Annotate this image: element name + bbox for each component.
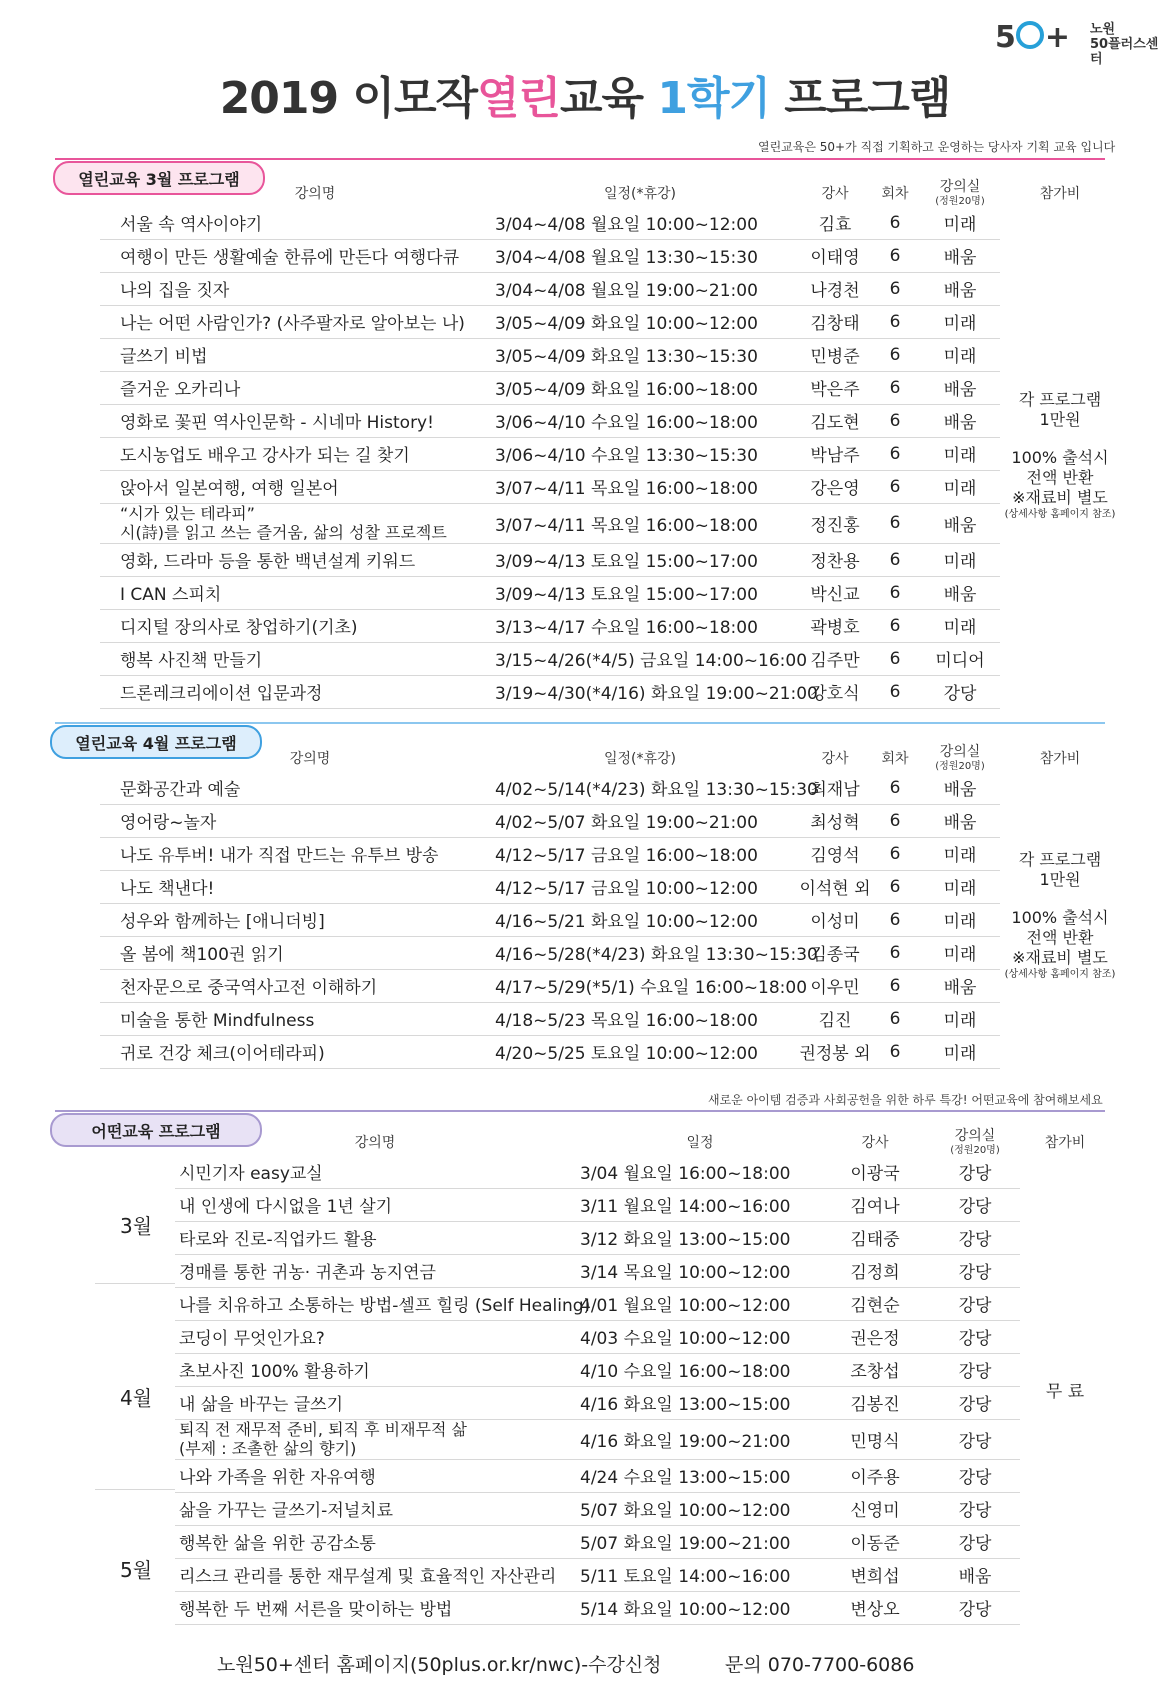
table-row — [100, 642, 1000, 676]
course-schedule: 4/02~5/14(*4/23) 화요일 13:30~15:30 — [495, 780, 818, 800]
course-instructor: 박은주 — [810, 380, 860, 400]
course-sessions: 6 — [889, 876, 901, 897]
course-sessions: 6 — [889, 1041, 901, 1062]
col-header-course: 강의명 — [289, 751, 331, 767]
table-row — [100, 437, 1000, 471]
course-title: 시민기자 easy교실 — [179, 1164, 323, 1184]
table-row — [175, 1419, 1020, 1460]
course-schedule: 4/03 수요일 10:00~12:00 — [580, 1329, 791, 1349]
course-room: 배움 — [943, 281, 977, 301]
course-instructor: 김주만 — [810, 651, 860, 671]
table-row — [175, 1353, 1020, 1387]
course-title: 귀로 건강 체크(이어테라피) — [120, 1044, 325, 1064]
course-instructor: 정찬용 — [810, 552, 860, 572]
march-section-pill: 열린교육 3월 프로그램 — [53, 161, 265, 195]
course-room: 미래 — [943, 1011, 977, 1031]
course-instructor: 나경천 — [810, 281, 860, 301]
logo-mark: 5 + — [995, 20, 1070, 55]
course-title: 올 봄에 책100권 읽기 — [120, 945, 284, 965]
course-schedule: 4/24 수요일 13:00~15:00 — [580, 1468, 791, 1488]
intro-note: 열린교육은 50+가 직접 기획하고 운영하는 당사자 기획 교육 입니다 — [758, 140, 1116, 154]
course-title: 내 삶을 바꾸는 글쓰기 — [179, 1395, 344, 1415]
course-title: 타로와 진로-직업카드 활용 — [179, 1230, 377, 1250]
course-instructor: 변상오 — [850, 1600, 900, 1620]
course-sessions: 6 — [889, 975, 901, 996]
table-row — [100, 503, 1000, 544]
course-schedule: 4/01 월요일 10:00~12:00 — [580, 1296, 791, 1316]
col-header-fee: 참가비 — [1044, 1135, 1086, 1151]
course-schedule: 4/16 화요일 19:00~21:00 — [580, 1431, 791, 1452]
course-schedule: 4/10 수요일 16:00~18:00 — [580, 1362, 791, 1382]
course-sessions: 6 — [889, 344, 901, 365]
course-instructor: 박신교 — [810, 585, 860, 605]
course-sessions: 6 — [889, 549, 901, 570]
course-schedule: 3/07~4/11 목요일 16:00~18:00 — [495, 479, 758, 499]
course-room: 미래 — [943, 479, 977, 499]
course-sessions: 6 — [889, 311, 901, 332]
course-schedule: 5/11 토요일 14:00~16:00 — [580, 1567, 791, 1587]
course-schedule: 5/07 화요일 10:00~12:00 — [580, 1501, 791, 1521]
table-row — [100, 470, 1000, 504]
course-sessions: 6 — [889, 681, 901, 702]
course-schedule: 3/04~4/08 월요일 13:30~15:30 — [495, 248, 758, 268]
course-room: 미래 — [943, 552, 977, 572]
col-header-instructor: 강사 — [861, 1135, 889, 1151]
month-divider — [95, 1489, 175, 1490]
course-room: 배움 — [943, 380, 977, 400]
course-sessions: 6 — [889, 1008, 901, 1029]
course-instructor: 김진 — [818, 1011, 852, 1031]
course-sessions: 6 — [889, 278, 901, 299]
table-row — [100, 903, 1000, 937]
course-title: 드론레크리에이션 입문과정 — [120, 684, 323, 704]
course-title: 성우와 함께하는 [애니더빙] — [120, 912, 325, 932]
course-schedule: 3/06~4/10 수요일 16:00~18:00 — [495, 413, 758, 433]
course-instructor: 권정봉 외 — [799, 1044, 871, 1064]
course-instructor: 권은정 — [850, 1329, 900, 1349]
course-title: 나를 치유하고 소통하는 방법-셀프 힐링 (Self Healing) — [179, 1296, 591, 1316]
table-row — [175, 1558, 1020, 1592]
course-room: 배움 — [943, 813, 977, 833]
course-room: 강당 — [958, 1431, 992, 1452]
table-row — [175, 1155, 1020, 1189]
col-header-schedule: 일정(*휴강) — [603, 751, 677, 767]
course-schedule: 3/09~4/13 토요일 15:00~17:00 — [495, 585, 758, 605]
course-title: 행복한 삶을 위한 공감소통 — [179, 1534, 376, 1554]
course-sessions: 6 — [889, 443, 901, 464]
table-row — [175, 1320, 1020, 1354]
course-title: 여행이 만든 생활예술 한류에 만든다 여행다큐 — [120, 248, 460, 268]
table-row — [175, 1459, 1020, 1493]
table-row — [100, 338, 1000, 372]
course-instructor: 김여나 — [850, 1197, 900, 1217]
course-sessions: 6 — [889, 377, 901, 398]
course-title: 초보사진 100% 활용하기 — [179, 1362, 370, 1382]
course-title: 행복 사진책 만들기 — [120, 651, 263, 671]
course-schedule: 3/06~4/10 수요일 13:30~15:30 — [495, 446, 758, 466]
course-room: 배움 — [943, 413, 977, 433]
special-note: 새로운 아이템 검증과 사회공헌을 위한 하루 특강! 어떤교육에 참여해보세요 — [708, 1093, 1103, 1107]
course-title: 나도 책낸다! — [120, 879, 215, 899]
course-instructor: 조창섭 — [850, 1362, 900, 1382]
course-room: 강당 — [958, 1362, 992, 1382]
course-room: 미래 — [943, 879, 977, 899]
course-room: 배움 — [943, 978, 977, 998]
course-room: 배움 — [943, 585, 977, 605]
table-row — [100, 543, 1000, 577]
course-sessions: 6 — [889, 476, 901, 497]
table-row — [100, 771, 1000, 805]
course-schedule: 3/04~4/08 월요일 10:00~12:00 — [495, 215, 758, 235]
course-room: 강당 — [958, 1263, 992, 1283]
course-room: 미디어 — [935, 651, 985, 671]
april-divider — [55, 722, 1105, 724]
course-title: 나의 집을 짓자 — [120, 281, 230, 301]
course-instructor: 강은영 — [810, 479, 860, 499]
course-room: 강당 — [958, 1395, 992, 1415]
course-title: 영화, 드라마 등을 통한 백년설계 키워드 — [120, 552, 416, 572]
course-instructor: 민명식 — [850, 1431, 900, 1452]
course-schedule: 4/12~5/17 금요일 16:00~18:00 — [495, 846, 758, 866]
table-row — [175, 1221, 1020, 1255]
footer-website: 노원50+센터 홈페이지(50plus.or.kr/nwc)-수강신청 — [217, 1654, 662, 1676]
course-title: 문화공간과 예술 — [120, 780, 241, 800]
course-sessions: 6 — [889, 810, 901, 831]
course-schedule: 3/19~4/30(*4/16) 화요일 19:00~21:00 — [495, 684, 818, 704]
month-label: 5월 — [120, 1558, 153, 1582]
course-instructor: 신영미 — [850, 1501, 900, 1521]
course-schedule: 4/20~5/25 토요일 10:00~12:00 — [495, 1044, 758, 1064]
march-fee-note: 각 프로그램 1만원 100% 출석시 전액 반환 ※재료비 별도 (상세사항 홈페이지 참조) — [1004, 390, 1116, 520]
course-schedule: 3/12 화요일 13:00~15:00 — [580, 1230, 791, 1250]
course-room: 배움 — [943, 248, 977, 268]
course-schedule: 4/16 화요일 13:00~15:00 — [580, 1395, 791, 1415]
course-instructor: 변희섭 — [850, 1567, 900, 1587]
course-sessions: 6 — [889, 245, 901, 266]
course-sessions: 6 — [889, 777, 901, 798]
course-sessions: 6 — [889, 513, 901, 533]
course-title: 코딩이 무엇인가요? — [179, 1329, 325, 1349]
table-row — [100, 675, 1000, 709]
april-fee-note: 각 프로그램 1만원 100% 출석시 전액 반환 ※재료비 별도 (상세사항 홈페이지 참조) — [1004, 850, 1116, 980]
table-row — [100, 804, 1000, 838]
course-title: 영어랑~놀자 — [120, 813, 217, 833]
course-room: 강당 — [958, 1534, 992, 1554]
course-instructor: 이성미 — [810, 912, 860, 932]
course-title: 즐거운 오카리나 — [120, 380, 241, 400]
special-fee-free: 무 료 — [1045, 1382, 1085, 1402]
course-room: 강당 — [958, 1501, 992, 1521]
course-title: 서울 속 역사이야기 — [120, 215, 263, 235]
course-schedule: 5/07 화요일 19:00~21:00 — [580, 1534, 791, 1554]
course-schedule: 4/16~5/21 화요일 10:00~12:00 — [495, 912, 758, 932]
col-header-sessions: 회차 — [881, 186, 909, 202]
course-title: 나는 어떤 사람인가? (사주팔자로 알아보는 나) — [120, 314, 465, 334]
col-header-schedule: 일정 — [686, 1135, 714, 1151]
table-row — [175, 1386, 1020, 1420]
course-schedule: 4/12~5/17 금요일 10:00~12:00 — [495, 879, 758, 899]
course-schedule: 3/11 월요일 14:00~16:00 — [580, 1197, 791, 1217]
course-room: 미래 — [943, 1044, 977, 1064]
table-row — [175, 1591, 1020, 1625]
table-row — [175, 1492, 1020, 1526]
course-schedule: 3/05~4/09 화요일 13:30~15:30 — [495, 347, 758, 367]
course-title: 삶을 가꾸는 글쓰기-저널치료 — [179, 1501, 394, 1521]
special-divider — [55, 1110, 1105, 1112]
course-instructor: 민병준 — [810, 347, 860, 367]
center-logo — [995, 20, 1165, 67]
course-title: 천자문으로 중국역사고전 이해하기 — [120, 978, 378, 998]
col-header-course: 강의명 — [294, 186, 336, 202]
course-room: 강당 — [943, 684, 977, 704]
table-row — [100, 305, 1000, 339]
course-instructor: 곽병호 — [810, 618, 860, 638]
course-instructor: 최성혁 — [810, 813, 860, 833]
table-row — [100, 609, 1000, 643]
course-instructor: 김영석 — [810, 846, 860, 866]
table-row — [100, 239, 1000, 273]
course-instructor: 김창태 — [810, 314, 860, 334]
course-sessions: 6 — [889, 909, 901, 930]
course-instructor: 강호식 — [810, 684, 860, 704]
course-sessions: 6 — [889, 410, 901, 431]
course-room: 강당 — [958, 1329, 992, 1349]
course-instructor: 이태영 — [810, 248, 860, 268]
course-schedule: 3/05~4/09 화요일 16:00~18:00 — [495, 380, 758, 400]
course-room: 강당 — [958, 1600, 992, 1620]
table-row — [100, 837, 1000, 871]
course-room: 배움 — [943, 780, 977, 800]
course-schedule: 3/04 월요일 16:00~18:00 — [580, 1164, 791, 1184]
course-schedule: 4/17~5/29(*5/1) 수요일 16:00~18:00 — [495, 978, 808, 998]
col-header-fee: 참가비 — [1039, 186, 1081, 202]
month-label: 4월 — [120, 1386, 153, 1410]
table-row — [175, 1525, 1020, 1559]
course-schedule: 4/18~5/23 목요일 16:00~18:00 — [495, 1011, 758, 1031]
month-label: 3월 — [120, 1214, 153, 1238]
course-sessions: 6 — [889, 942, 901, 963]
course-instructor: 이우민 — [810, 978, 860, 998]
course-title: 나와 가족을 위한 자유여행 — [179, 1468, 376, 1488]
col-header-instructor: 강사 — [821, 186, 849, 202]
course-instructor: 김태중 — [850, 1230, 900, 1250]
special-section-pill: 어떤교육 프로그램 — [50, 1113, 262, 1147]
course-instructor: 박남주 — [810, 446, 860, 466]
course-title: 영화로 꽃핀 역사인문학 - 시네마 History! — [120, 413, 434, 433]
course-sessions: 6 — [889, 615, 901, 636]
course-room: 강당 — [958, 1230, 992, 1250]
table-row — [175, 1188, 1020, 1222]
course-room: 미래 — [943, 945, 977, 965]
course-room: 배움 — [958, 1567, 992, 1587]
course-schedule: 3/14 목요일 10:00~12:00 — [580, 1263, 791, 1283]
course-room: 강당 — [958, 1296, 992, 1316]
col-header-schedule: 일정(*휴강) — [603, 186, 677, 202]
col-header-room: 강의실 (정원20명) — [935, 744, 985, 772]
col-header-fee: 참가비 — [1039, 751, 1081, 767]
course-schedule: 3/07~4/11 목요일 16:00~18:00 — [495, 515, 758, 536]
month-divider — [95, 1283, 175, 1284]
course-sessions: 6 — [889, 212, 901, 233]
course-room: 미래 — [943, 215, 977, 235]
table-row — [100, 404, 1000, 438]
course-room: 미래 — [943, 846, 977, 866]
table-row — [100, 1035, 1000, 1069]
course-title: 퇴직 전 재무적 준비, 퇴직 후 비재무적 삶 (부제 : 조촐한 삶의 향기) — [179, 1420, 467, 1458]
course-instructor: 김정희 — [850, 1263, 900, 1283]
col-header-room: 강의실 (정원20명) — [950, 1128, 1000, 1156]
course-room: 미래 — [943, 618, 977, 638]
course-title: I CAN 스피치 — [120, 585, 222, 605]
logo-text: 노원 50플러스센터 — [1090, 22, 1159, 67]
course-title: 앉아서 일본여행, 여행 일본어 — [120, 479, 339, 499]
col-header-sessions: 회차 — [881, 751, 909, 767]
col-header-room: 강의실 (정원20명) — [935, 179, 985, 207]
table-row — [100, 936, 1000, 970]
course-title: 디지털 장의사로 창업하기(기초) — [120, 618, 358, 638]
course-instructor: 김도현 — [810, 413, 860, 433]
table-row — [175, 1287, 1020, 1321]
page-title: 2019 이모작열린교육 1학기 프로그램 — [219, 73, 951, 124]
march-divider — [55, 158, 1105, 160]
course-schedule: 3/05~4/09 화요일 10:00~12:00 — [495, 314, 758, 334]
course-instructor: 김현순 — [850, 1296, 900, 1316]
april-section-pill: 열린교육 4월 프로그램 — [50, 725, 262, 759]
table-row — [100, 272, 1000, 306]
course-instructor: 이석현 외 — [799, 879, 871, 899]
table-row — [100, 576, 1000, 610]
course-sessions: 6 — [889, 648, 901, 669]
course-title: 글쓰기 비법 — [120, 347, 208, 367]
course-title: 도시농업도 배우고 강사가 되는 길 찾기 — [120, 446, 410, 466]
course-sessions: 6 — [889, 582, 901, 603]
course-instructor: 이동준 — [850, 1534, 900, 1554]
course-title: 행복한 두 번째 서른을 맞이하는 방법 — [179, 1600, 453, 1620]
course-schedule: 5/14 화요일 10:00~12:00 — [580, 1600, 791, 1620]
table-row — [100, 206, 1000, 240]
course-schedule: 3/15~4/26(*4/5) 금요일 14:00~16:00 — [495, 651, 808, 671]
table-row — [100, 1002, 1000, 1036]
col-header-course: 강의명 — [354, 1135, 396, 1151]
course-instructor: 최재남 — [810, 780, 860, 800]
course-instructor: 김종국 — [810, 945, 860, 965]
course-schedule: 3/09~4/13 토요일 15:00~17:00 — [495, 552, 758, 572]
course-title: 미술을 통한 Mindfulness — [120, 1011, 315, 1031]
course-instructor: 김봉진 — [850, 1395, 900, 1415]
course-instructor: 김효 — [818, 215, 852, 235]
course-title: 내 인생에 다시없을 1년 살기 — [179, 1197, 393, 1217]
course-room: 강당 — [958, 1197, 992, 1217]
table-row — [100, 870, 1000, 904]
course-schedule: 4/02~5/07 화요일 19:00~21:00 — [495, 813, 758, 833]
course-room: 미래 — [943, 446, 977, 466]
course-room: 강당 — [958, 1468, 992, 1488]
course-room: 배움 — [943, 515, 977, 536]
course-room: 강당 — [958, 1164, 992, 1184]
course-schedule: 3/04~4/08 월요일 19:00~21:00 — [495, 281, 758, 301]
table-row — [100, 969, 1000, 1003]
course-title: 경매를 통한 귀농· 귀촌과 농지연금 — [179, 1263, 436, 1283]
col-header-instructor: 강사 — [821, 751, 849, 767]
course-instructor: 이주용 — [850, 1468, 900, 1488]
course-title: “시가 있는 테라피” 시(詩)를 읽고 쓰는 즐거움, 삶의 성찰 프로젝트 — [120, 504, 447, 542]
course-title: 리스크 관리를 통한 재무설계 및 효율적인 자산관리 — [179, 1567, 557, 1587]
course-schedule: 4/16~5/28(*4/23) 화요일 13:30~15:30 — [495, 945, 818, 965]
course-title: 나도 유투버! 내가 직접 만드는 유투브 방송 — [120, 846, 439, 866]
table-row — [175, 1254, 1020, 1288]
table-row — [100, 371, 1000, 405]
course-room: 미래 — [943, 912, 977, 932]
course-sessions: 6 — [889, 843, 901, 864]
course-instructor: 정진홍 — [810, 515, 860, 536]
course-instructor: 이광국 — [850, 1164, 900, 1184]
course-room: 미래 — [943, 347, 977, 367]
footer-contact: 문의 070-7700-6086 — [725, 1654, 915, 1676]
logo-ring-icon — [1016, 21, 1044, 49]
course-room: 미래 — [943, 314, 977, 334]
course-schedule: 3/13~4/17 수요일 16:00~18:00 — [495, 618, 758, 638]
